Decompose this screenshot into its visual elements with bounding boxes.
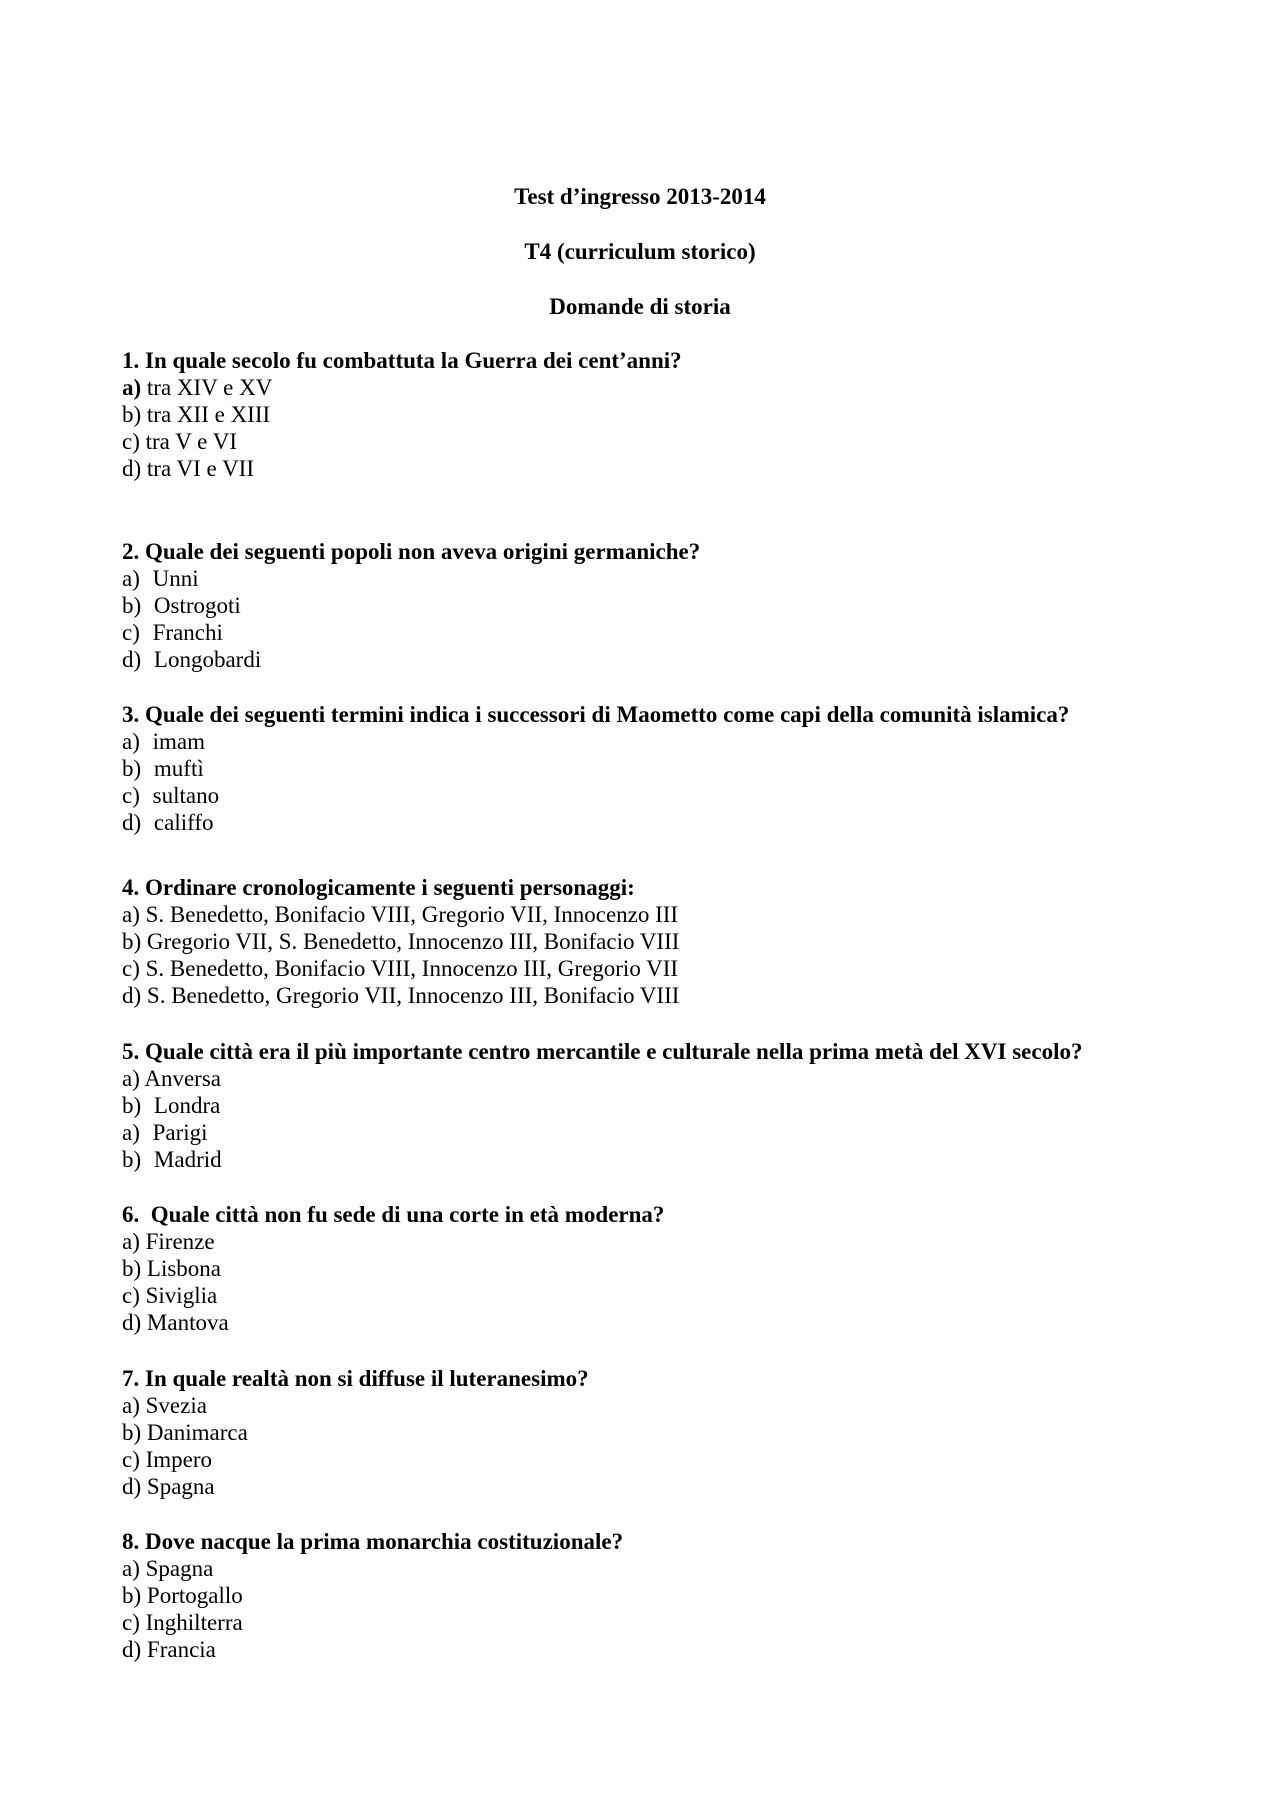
answer-option (122, 1473, 1242, 1500)
question-3 (122, 701, 1242, 836)
option-text: Parigi (152, 1120, 208, 1145)
option-text: tra XII e XIII (146, 402, 271, 427)
question-1 (122, 347, 1242, 482)
question-4 (122, 874, 1242, 1009)
option-text: Siviglia (145, 1283, 218, 1308)
question-text: 2. Quale dei seguenti popoli non aveva origini germaniche? (122, 539, 701, 564)
answer-option (122, 1609, 1242, 1636)
option-text: S. Benedetto, Bonifacio VIII, Innocenzo III, Gregorio VII (145, 956, 679, 981)
option-letter: d) (122, 1310, 142, 1335)
question-7 (122, 1365, 1242, 1500)
option-text: Franchi (152, 620, 223, 645)
option-text: S. Benedetto, Bonifacio VIII, Gregorio VII, Innocenzo III (145, 902, 679, 927)
option-letter: b) (122, 593, 142, 618)
answer-option (122, 1555, 1242, 1582)
option-text: muftì (153, 756, 204, 781)
answer-option (122, 1309, 1242, 1336)
option-letter: d) (122, 1474, 142, 1499)
option-letter: b) (122, 1147, 142, 1172)
question-text: 7. In quale realtà non si diffuse il luteranesimo? (122, 1366, 589, 1391)
option-letter: c) (122, 1283, 140, 1308)
answer-option (122, 1119, 1242, 1146)
option-text: Spagna (145, 1556, 214, 1581)
option-text: Lisbona (146, 1256, 222, 1281)
option-text: Firenze (145, 1229, 215, 1254)
option-letter: a) (122, 566, 140, 591)
option-text: tra XIV e XV (146, 375, 273, 400)
option-letter: b) (122, 1256, 142, 1281)
option-letter: a) (122, 729, 140, 754)
answer-option (122, 1092, 1242, 1119)
answer-option (122, 401, 1242, 428)
question-text: 3. Quale dei seguenti termini indica i successori di Maometto come capi della comunità islamica? (122, 702, 1070, 727)
option-text: Francia (146, 1637, 216, 1662)
option-letter: b) (122, 1420, 142, 1445)
answer-option (122, 565, 1242, 592)
question-6 (122, 1201, 1242, 1336)
option-text: Spagna (146, 1474, 215, 1499)
option-letter: b) (122, 929, 142, 954)
option-text: Ostrogoti (153, 593, 241, 618)
answer-option (122, 1228, 1242, 1255)
question-text: 5. Quale città era il più importante centro mercantile e culturale nella prima metà del XVI secolo? (122, 1039, 1083, 1064)
answer-option (122, 428, 1242, 455)
answer-option (122, 809, 1242, 836)
option-letter: c) (122, 783, 140, 808)
option-letter: a) (122, 1556, 140, 1581)
question-5 (122, 1038, 1242, 1173)
answer-option (122, 1419, 1242, 1446)
question-text: 6. Quale città non fu sede di una corte in età moderna? (122, 1202, 665, 1227)
answer-option (122, 1582, 1242, 1609)
question-text: 4. Ordinare cronologicamente i seguenti personaggi: (122, 875, 635, 900)
option-letter: d) (122, 647, 142, 672)
option-letter: b) (122, 402, 142, 427)
option-letter: a) (122, 1229, 140, 1254)
answer-option (122, 982, 1242, 1009)
option-letter: a) (122, 1120, 140, 1145)
answer-option (122, 928, 1242, 955)
section-heading: Domande di storia (549, 294, 731, 319)
option-text: imam (152, 729, 206, 754)
option-text: Gregorio VII, S. Benedetto, Innocenzo III, Bonifacio VIII (146, 929, 680, 954)
answer-option (122, 901, 1242, 928)
answer-option (122, 592, 1242, 619)
option-letter: d) (122, 456, 142, 481)
option-text: Longobardi (153, 647, 262, 672)
answer-option (122, 619, 1242, 646)
answer-option (122, 455, 1242, 482)
option-letter: c) (122, 620, 140, 645)
option-letter: a) (122, 902, 140, 927)
answer-option (122, 646, 1242, 673)
answer-option (122, 1446, 1242, 1473)
answer-option (122, 755, 1242, 782)
answer-option (122, 374, 1242, 401)
question-text: 1. In quale secolo fu combattuta la Guerra dei cent’anni? (122, 348, 682, 373)
option-letter: d) (122, 983, 142, 1008)
option-letter: b) (122, 756, 142, 781)
option-letter: d) (122, 810, 142, 835)
option-text: S. Benedetto, Gregorio VII, Innocenzo III, Bonifacio VIII (146, 983, 680, 1008)
answer-option (122, 1392, 1242, 1419)
option-letter: c) (122, 1447, 140, 1472)
option-text: tra V e VI (145, 429, 237, 454)
option-letter: c) (122, 956, 140, 981)
answer-option (122, 955, 1242, 982)
option-text: Impero (145, 1447, 213, 1472)
answer-option (122, 1255, 1242, 1282)
option-text: Mantova (146, 1310, 229, 1335)
answer-option (122, 1146, 1242, 1173)
answer-option (122, 782, 1242, 809)
option-letter: a) (122, 375, 142, 400)
option-text: Anversa (144, 1066, 221, 1091)
document-subtitle: T4 (curriculum storico) (524, 239, 756, 264)
document-title: Test d’ingresso 2013-2014 (514, 184, 766, 209)
option-text: sultano (152, 783, 220, 808)
option-letter: b) (122, 1093, 142, 1118)
option-text: tra VI e VII (146, 456, 255, 481)
answer-option (122, 1282, 1242, 1309)
option-letter: a) (122, 1393, 140, 1418)
answer-option (122, 1065, 1242, 1092)
answer-option (122, 1636, 1242, 1663)
option-text: Svezia (145, 1393, 207, 1418)
option-text: Inghilterra (145, 1610, 243, 1635)
option-letter: c) (122, 429, 140, 454)
option-letter: b) (122, 1583, 142, 1608)
question-text: 8. Dove nacque la prima monarchia costituzionale? (122, 1529, 624, 1554)
question-8 (122, 1528, 1242, 1663)
option-text: Portogallo (146, 1583, 243, 1608)
option-text: Danimarca (146, 1420, 248, 1445)
option-letter: a) (122, 1066, 140, 1091)
option-text: Unni (152, 566, 199, 591)
option-letter: c) (122, 1610, 140, 1635)
option-text: califfo (153, 810, 214, 835)
option-letter: d) (122, 1637, 142, 1662)
question-2 (122, 538, 1242, 673)
answer-option (122, 728, 1242, 755)
option-text: Madrid (153, 1147, 222, 1172)
option-text: Londra (153, 1093, 221, 1118)
